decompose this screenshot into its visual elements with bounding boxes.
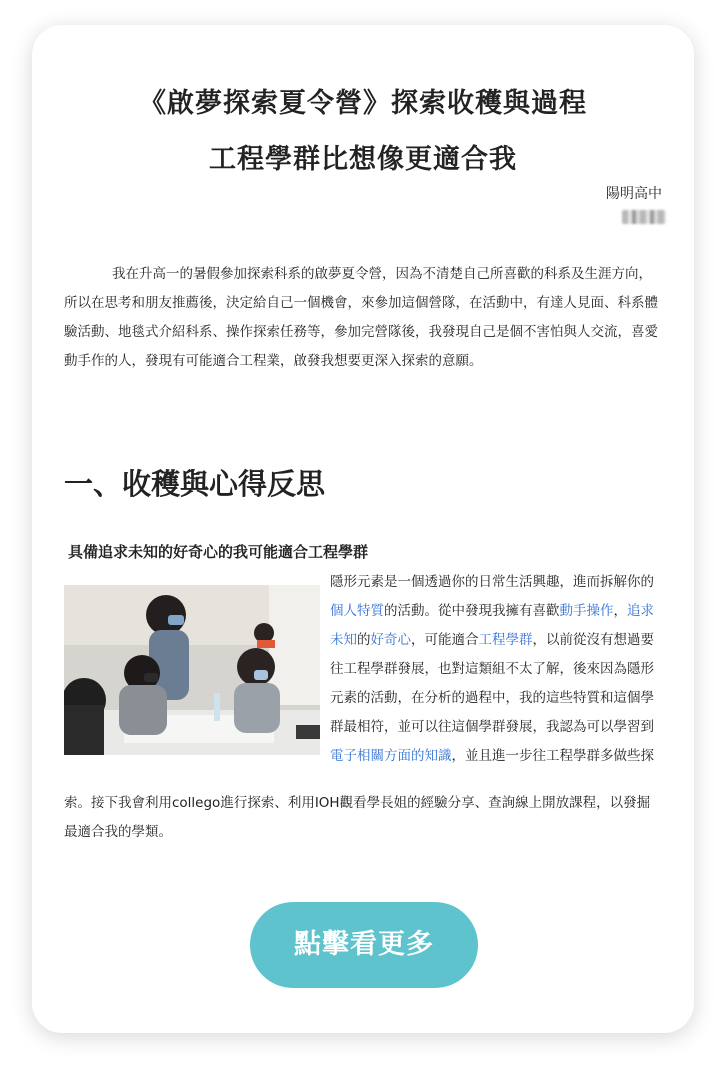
article-card: [32, 25, 694, 1033]
body-text: 隱形元素是一個透過你的日常生活興趣，進而拆解你的: [330, 574, 654, 590]
body-text: ，並且進一步往工程學群多做些探: [451, 748, 654, 764]
school-name: 陽明高中: [606, 186, 662, 202]
keyword-highlight: 動手操作: [559, 603, 614, 619]
keyword-highlight: 工程學群: [478, 632, 533, 648]
keyword-highlight: 個人特質: [330, 603, 384, 619]
body-text: 的活動。從中發現我擁有喜歡: [384, 603, 560, 619]
section-heading: 一、收穫與心得反思: [64, 467, 326, 501]
students-photo: [64, 585, 320, 755]
article-title-line1: 《啟夢探索夏令營》探索收穫與過程: [139, 88, 587, 119]
body-text: ，以前從沒有想過要往工程學群發展，也對這類組不太了解，後來因為隱形元素的活動，在分析的過程中，我的這些特質和這個學群最相符，並可以往這個學群發展，我認為可以學習到: [330, 632, 654, 735]
read-more-button[interactable]: 點擊看更多: [250, 902, 478, 988]
section-subheading: 具備追求未知的好奇心的我可能適合工程學群: [68, 543, 369, 561]
body-text: ，: [613, 603, 627, 619]
section-body-tail: 索。接下我會利用collego進行探索、利用IOH觀看學長姐的經驗分享、查詢線上開放課程，以發掘最適合我的學類。: [64, 795, 651, 840]
section-body: [330, 568, 662, 771]
keyword-highlight: 好奇心: [370, 632, 411, 648]
keyword-highlight: 追求未知: [330, 603, 654, 648]
blurred-author-name: [622, 210, 666, 224]
body-text: 的: [357, 632, 371, 648]
keyword-highlight: 電子相關方面的知識: [330, 748, 452, 764]
body-text: ，可能適合: [411, 632, 479, 648]
intro-paragraph: 我在升高一的暑假參加探索科系的啟夢夏令營，因為不清楚自己所喜歡的科系及生涯方向，所以在思考和朋友推薦後，決定給自己一個機會，來參加這個營隊，在活動中，有達人見面、科系體驗活動、地毯式介紹科系、操作探索任務等，參加完營隊後，我發現自己是個不害怕與人交流，喜愛動手作的人，發現有可能適合工程業，啟發我想要更深入探索的意願。: [64, 266, 658, 369]
article-title-line2: 工程學群比想像更適合我: [209, 144, 517, 175]
